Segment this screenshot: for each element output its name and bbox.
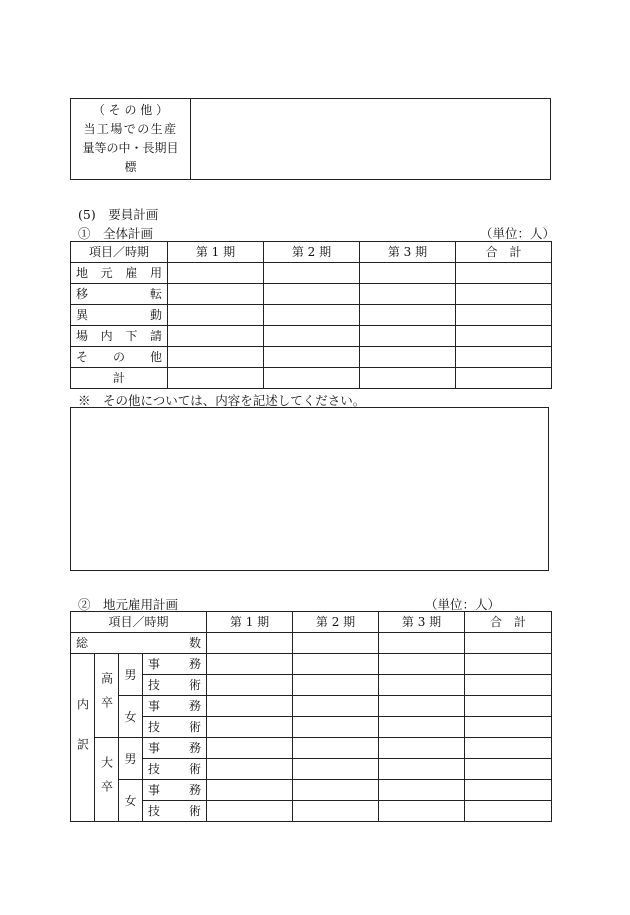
cell[interactable] [264, 284, 360, 305]
sub-heading-local: ② 地元雇用計画 [78, 597, 179, 612]
cell[interactable] [168, 368, 264, 389]
char: 転 [149, 287, 162, 301]
t2-header-period2: 第 2 期 [293, 612, 379, 633]
cell[interactable] [168, 263, 264, 284]
breakdown-text: 内訳 [75, 697, 90, 778]
other-goals-input[interactable] [191, 99, 551, 180]
char: 内 [100, 329, 113, 343]
cell[interactable] [293, 654, 379, 675]
cell[interactable] [207, 654, 293, 675]
cell[interactable] [168, 284, 264, 305]
char: 務 [189, 783, 202, 797]
cell[interactable] [207, 717, 293, 738]
cell[interactable] [379, 780, 465, 801]
char: 請 [149, 329, 162, 343]
cell[interactable] [264, 368, 360, 389]
cell[interactable] [264, 305, 360, 326]
t1-row-subcontract-label [71, 326, 168, 347]
t1-header-total: 合 計 [456, 242, 552, 263]
char: 総 [76, 636, 89, 650]
cell[interactable] [379, 759, 465, 780]
char: 動 [149, 308, 162, 322]
cell[interactable] [207, 696, 293, 717]
cell[interactable] [264, 326, 360, 347]
char: 元 [100, 266, 113, 280]
cell[interactable] [379, 801, 465, 822]
char: 術 [189, 804, 202, 818]
t1-row-total-label: 計 [71, 368, 168, 389]
cell[interactable] [207, 759, 293, 780]
cell[interactable] [293, 801, 379, 822]
cell[interactable] [207, 780, 293, 801]
cell[interactable] [456, 347, 552, 368]
t1-header-period2: 第 2 期 [264, 242, 360, 263]
t2-female-label: 女 [119, 696, 143, 738]
sub-heading-overall: ① 全体計画 [78, 226, 154, 241]
cell[interactable] [456, 284, 552, 305]
t2-office-label [143, 696, 207, 717]
cell[interactable] [168, 326, 264, 347]
cell[interactable] [465, 696, 552, 717]
cell[interactable] [207, 675, 293, 696]
cell[interactable] [293, 738, 379, 759]
cell[interactable] [379, 675, 465, 696]
char: 技 [148, 762, 161, 776]
char: 事 [148, 699, 161, 713]
t2-tech-label [143, 759, 207, 780]
other-label-line-4: 標 [124, 160, 137, 174]
cell[interactable] [465, 780, 552, 801]
high-school-text: 高卒 [99, 671, 114, 720]
t2-total-label [71, 633, 207, 654]
cell[interactable] [465, 801, 552, 822]
char: 移 [76, 287, 89, 301]
cell[interactable] [264, 263, 360, 284]
char: 務 [189, 699, 202, 713]
cell[interactable] [456, 326, 552, 347]
cell[interactable] [264, 347, 360, 368]
char: 雇 [125, 266, 138, 280]
note-text: ※ その他については、内容を記述してください。 [78, 393, 366, 408]
t2-header-total: 合 計 [465, 612, 552, 633]
t2-office-label [143, 780, 207, 801]
char: 数 [189, 636, 202, 650]
cell[interactable] [207, 801, 293, 822]
other-label-line-1: （ そ の 他 ） [92, 103, 169, 117]
char: 事 [148, 741, 161, 755]
t1-header-period1: 第 1 期 [168, 242, 264, 263]
char: 下 [125, 329, 138, 343]
char: 技 [148, 720, 161, 734]
char: 事 [148, 783, 161, 797]
cell[interactable] [456, 305, 552, 326]
char: の [112, 350, 125, 364]
t2-header-period1: 第 1 期 [207, 612, 293, 633]
t2-high-school-label [95, 654, 119, 738]
char: 異 [76, 308, 89, 322]
cell[interactable] [360, 326, 456, 347]
cell[interactable] [360, 263, 456, 284]
cell[interactable] [379, 717, 465, 738]
other-goals-table [70, 98, 551, 180]
unit-label-local: （単位：人） [425, 597, 501, 612]
t2-office-label [143, 654, 207, 675]
cell[interactable] [293, 780, 379, 801]
cell[interactable] [168, 347, 264, 368]
t1-row-transfer-label [71, 284, 168, 305]
cell[interactable] [465, 675, 552, 696]
cell[interactable] [465, 759, 552, 780]
t2-tech-label [143, 717, 207, 738]
t1-row-reassign-label [71, 305, 168, 326]
other-label-line-3: 量等の中・長期目 [82, 141, 179, 155]
cell[interactable] [465, 738, 552, 759]
t2-header-item: 項目／時期 [71, 612, 207, 633]
char: そ [76, 350, 89, 364]
t1-row-local-label [71, 263, 168, 284]
cell[interactable] [360, 368, 456, 389]
cell[interactable] [379, 654, 465, 675]
cell[interactable] [379, 738, 465, 759]
t2-male-label: 男 [119, 738, 143, 780]
cell[interactable] [456, 263, 552, 284]
char: 用 [149, 266, 162, 280]
other-description-box[interactable] [70, 407, 549, 571]
section-heading: (5) 要員計画 [78, 207, 159, 222]
t2-breakdown-label [71, 654, 95, 822]
cell[interactable] [168, 305, 264, 326]
cell[interactable] [207, 633, 293, 654]
cell[interactable] [207, 738, 293, 759]
cell[interactable] [293, 675, 379, 696]
overall-plan-table [70, 241, 552, 389]
t2-university-label [95, 738, 119, 822]
cell[interactable] [360, 347, 456, 368]
char: 術 [189, 762, 202, 776]
t2-header-period3: 第 3 期 [379, 612, 465, 633]
char: 技 [148, 804, 161, 818]
cell[interactable] [465, 717, 552, 738]
cell[interactable] [360, 305, 456, 326]
t1-row-other-label [71, 347, 168, 368]
t2-office-label [143, 738, 207, 759]
unit-label-overall: （単位：人） [480, 226, 556, 241]
cell[interactable] [379, 633, 465, 654]
cell[interactable] [293, 696, 379, 717]
other-label-line-2: 当工場での生産 [83, 122, 178, 136]
char: 術 [189, 720, 202, 734]
char: 務 [189, 741, 202, 755]
char: 他 [149, 350, 162, 364]
cell[interactable] [360, 284, 456, 305]
char: 術 [189, 678, 202, 692]
char: 事 [148, 657, 161, 671]
university-text: 大卒 [99, 755, 114, 804]
cell[interactable] [465, 654, 552, 675]
cell[interactable] [456, 368, 552, 389]
cell[interactable] [293, 759, 379, 780]
cell[interactable] [293, 717, 379, 738]
cell[interactable] [379, 696, 465, 717]
char: 務 [189, 657, 202, 671]
t1-header-period3: 第 3 期 [360, 242, 456, 263]
t1-header-item: 項目／時期 [71, 242, 168, 263]
t2-tech-label [143, 675, 207, 696]
local-employment-table [70, 611, 552, 822]
t2-tech-label [143, 801, 207, 822]
cell[interactable] [293, 633, 379, 654]
char: 場 [76, 329, 89, 343]
char: 技 [148, 678, 161, 692]
t2-female-label: 女 [119, 780, 143, 822]
t2-male-label: 男 [119, 654, 143, 696]
other-goals-label [71, 99, 191, 180]
char: 地 [76, 266, 89, 280]
cell[interactable] [465, 633, 552, 654]
